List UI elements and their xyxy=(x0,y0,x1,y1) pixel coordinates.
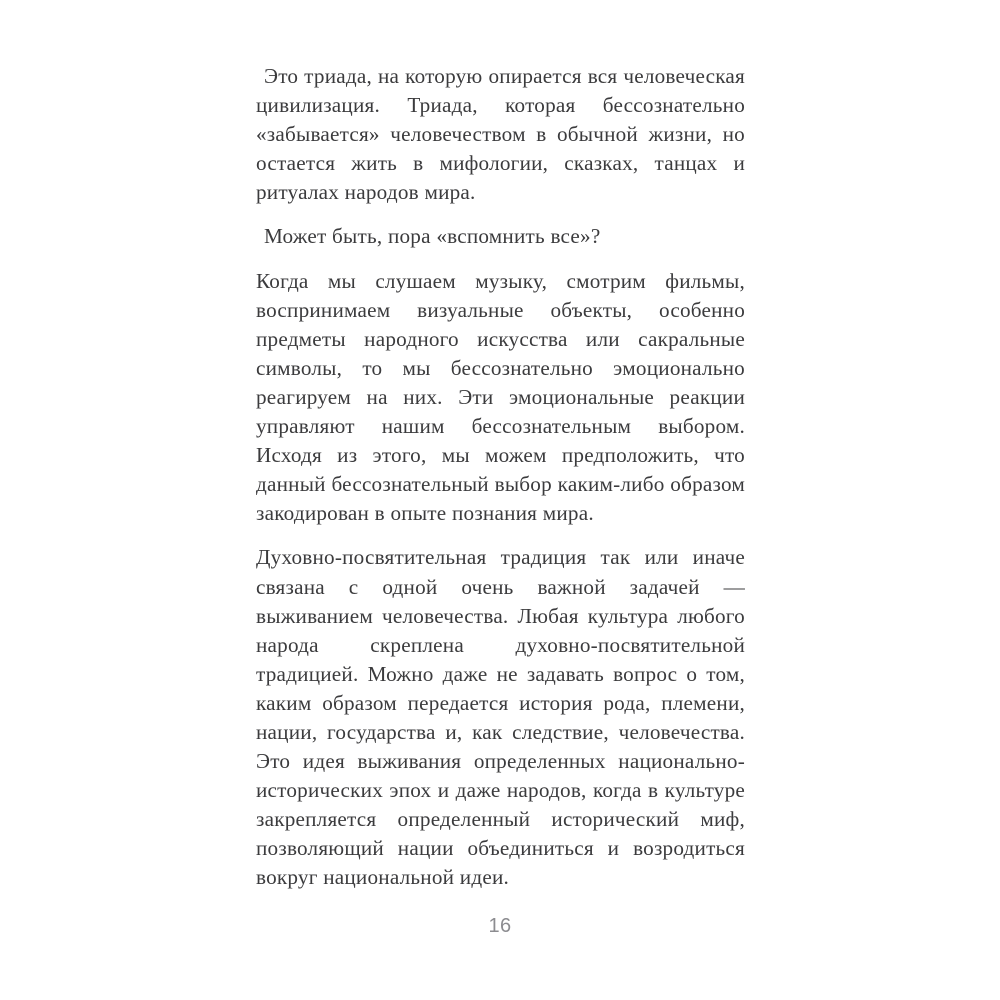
page-number: 16 xyxy=(488,915,512,937)
paragraph-1: Это триада, на которую опирается вся человеческая цивилизация. Триада, которая бессознательно «забывается» человечеством в обычной жизни, но остается жить в мифологии, сказках, танцах и ритуалах народов мира. xyxy=(256,64,745,205)
paragraph-2: Может быть, пора «вспомнить все»? xyxy=(264,224,601,249)
text-column xyxy=(256,62,745,893)
paragraph-4: Духовно-посвятительная традиция так или иначе связана с одной очень важной задачей — выживанием человечества. Любая культура любого народа скреплена духовно-посвятительной традицией. Можно даже не задавать вопрос о том, каким образом передается история рода, племени, нации, государства и, как следствие, человечества. Это идея выживания определенных национально-исторических эпох и даже народов, когда в культуре закрепляется определенный исторический миф, позволяющий нации объединиться и возродиться вокруг национальной идеи. xyxy=(256,545,745,890)
paragraph-3: Когда мы слушаем музыку, смотрим фильмы, воспринимаем визуальные объекты, особенно предметы народного искусства или сакральные символы, то мы бессознательно эмоционально реагируем на них. Эти эмоциональные реакции управляют нашим бессознательным выбором. Исходя из этого, мы можем предположить, что данный бессознательный выбор каким-либо образом закодирован в опыте познания мира. xyxy=(256,268,745,526)
